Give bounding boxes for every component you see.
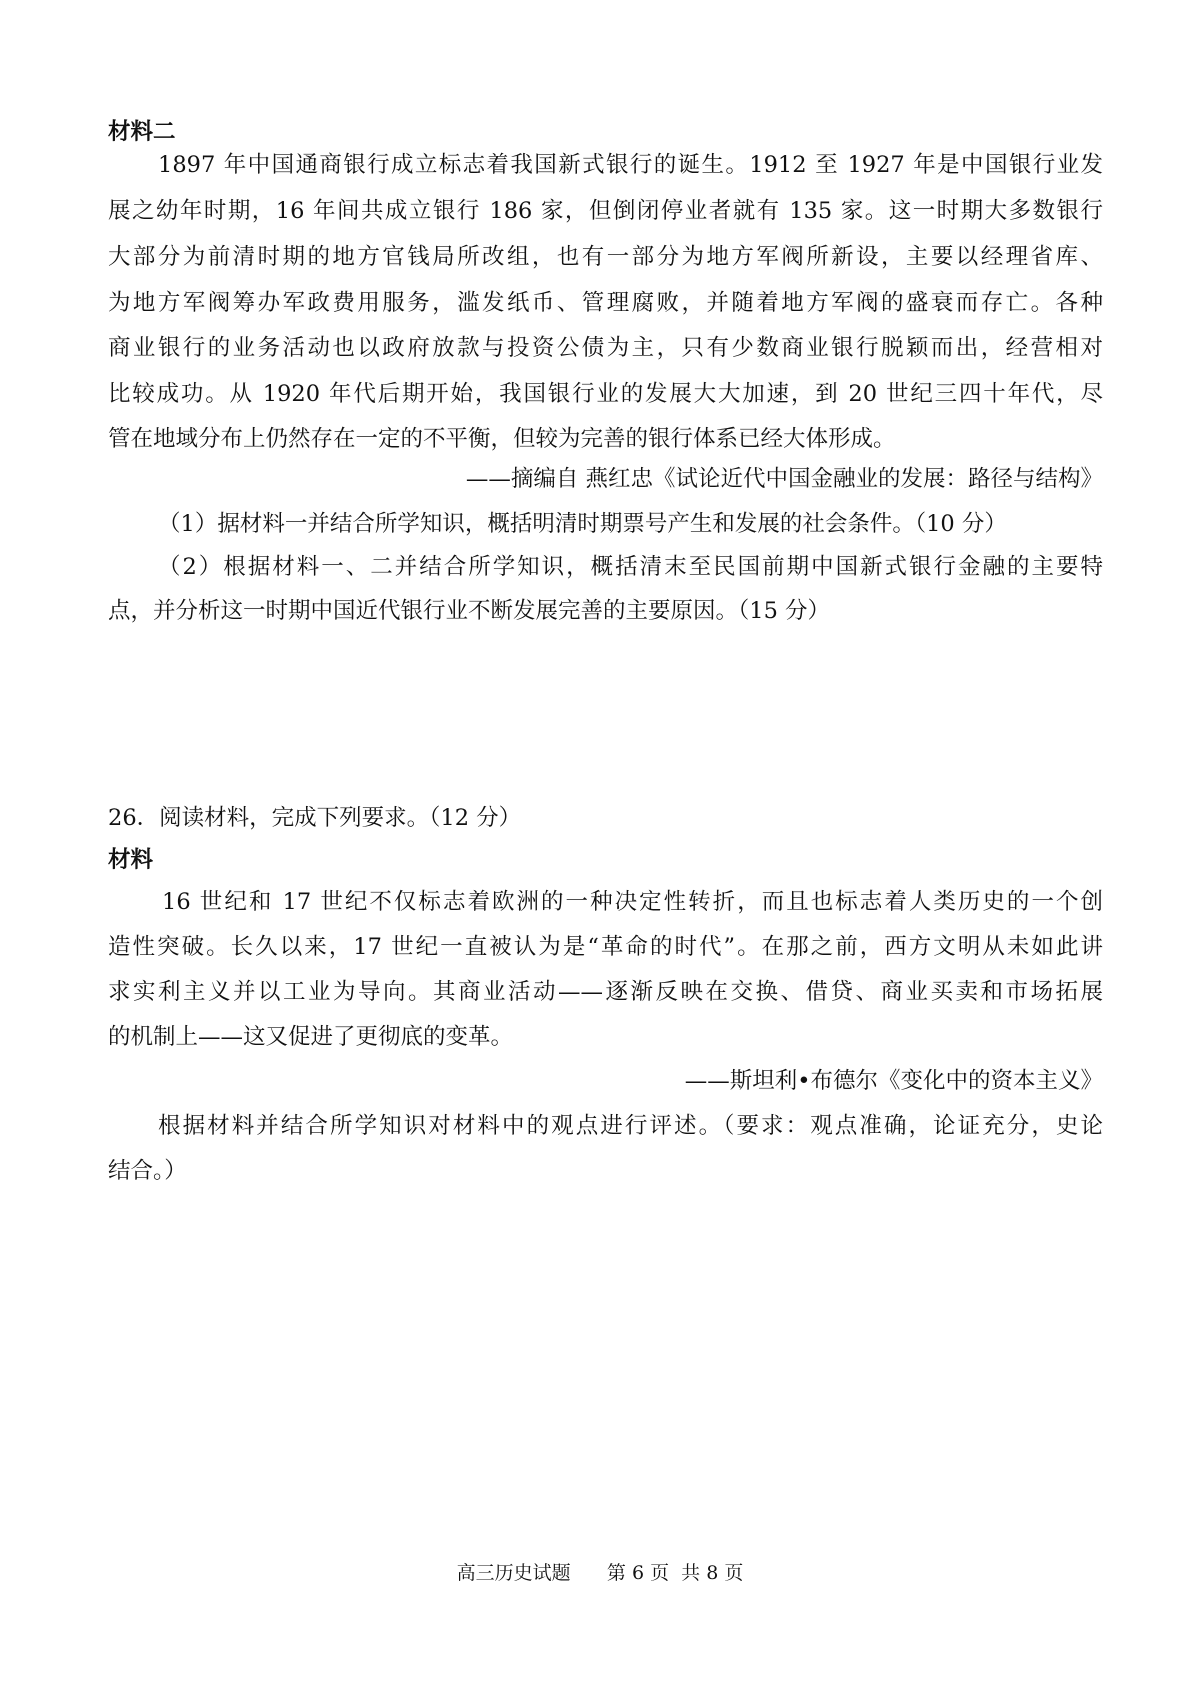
page-footer: 高三历史试题 第 6 页 共 8 页 xyxy=(456,1562,744,1584)
material2-line-3: 大部分为前清时期的地方官钱局所改组，也有一部分为地方军阀所新设，主要以经理省库、 xyxy=(108,244,1103,270)
material2-line-5: 商业银行的业务活动也以政府放款与投资公债为主，只有少数商业银行脱颖而出，经营相对 xyxy=(108,335,1103,361)
material2-heading: 材料二 xyxy=(108,119,176,145)
question-26-line-4: 的机制上——这又促进了更彻底的变革。 xyxy=(108,1024,514,1050)
question-26-line-1: 16 世纪和 17 世纪不仅标志着欧洲的一种决定性转折，而且也标志着人类历史的一个创 xyxy=(162,889,1103,915)
material2-line-2: 展之幼年时期，16 年间共成立银行 186 家，但倒闭停业者就有 135 家。这一时期大多数银行 xyxy=(108,198,1103,224)
material2-source: ——摘编自 燕红忠《试论近代中国金融业的发展：路径与结构》 xyxy=(465,466,1103,492)
question-26-prompt-line-1: 根据材料并结合所学知识对材料中的观点进行评述。（要求：观点准确，论证充分，史论 xyxy=(158,1113,1103,1139)
question-26-title: 26．阅读材料，完成下列要求。（12 分） xyxy=(108,805,522,831)
question-26-line-2: 造性突破。长久以来，17 世纪一直被认为是“革命的时代”。在那之前，西方文明从未如此讲 xyxy=(108,934,1103,960)
material2-line-7: 管在地域分布上仍然存在一定的不平衡，但较为完善的银行体系已经大体形成。 xyxy=(108,426,896,452)
question-26-material-heading: 材料 xyxy=(108,847,154,873)
question-25-2-line-2: 点，并分析这一时期中国近代银行业不断发展完善的主要原因。（15 分） xyxy=(108,598,831,624)
material2-line-4: 为地方军阀筹办军政费用服务，滥发纸币、管理腐败，并随着地方军阀的盛衰而存亡。各种 xyxy=(108,290,1103,316)
question-26-line-3: 求实利主义并以工业为导向。其商业活动——逐渐反映在交换、借贷、商业买卖和市场拓展 xyxy=(108,979,1103,1005)
material2-line-1: 1897 年中国通商银行成立标志着我国新式银行的诞生。1912 至 1927 年是中国银行业发 xyxy=(158,152,1103,178)
question-25-1: （1）据材料一并结合所学知识，概括明清时期票号产生和发展的社会条件。（10 分） xyxy=(158,511,1007,537)
question-26-prompt-line-2: 结合。） xyxy=(108,1158,187,1184)
question-26-source: ——斯坦利•布德尔《变化中的资本主义》 xyxy=(684,1068,1103,1094)
material2-line-6: 比较成功。从 1920 年代后期开始，我国银行业的发展大大加速，到 20 世纪三四十年代，尽 xyxy=(108,381,1103,407)
question-25-2-line-1: （2）根据材料一、二并结合所学知识，概括清末至民国前期中国新式银行金融的主要特 xyxy=(158,554,1103,580)
